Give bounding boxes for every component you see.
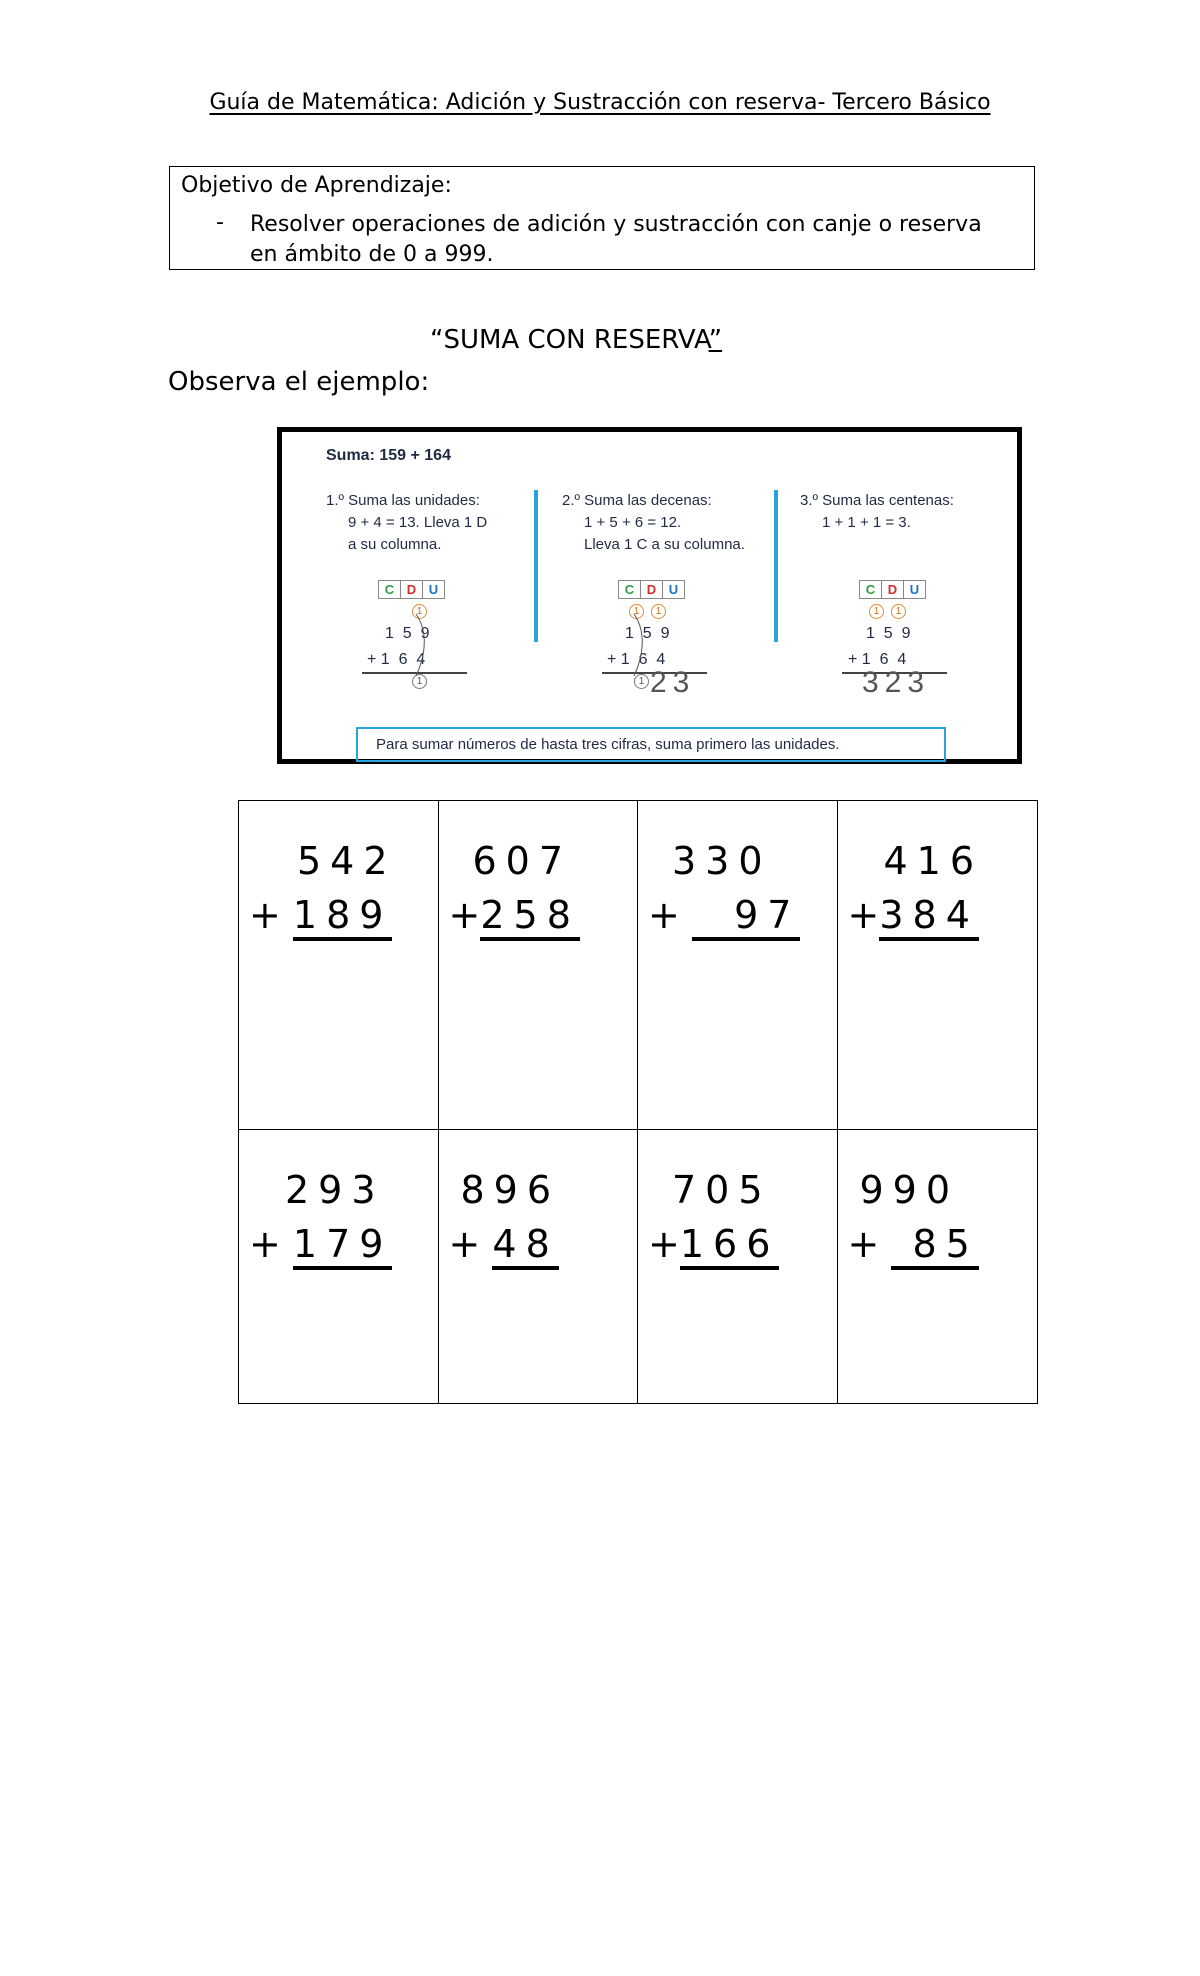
example-title: Suma: 159 + 164 xyxy=(326,447,451,464)
partial-result: 23 xyxy=(650,666,696,699)
exercise-cell[interactable] xyxy=(838,801,1038,1130)
addend-1: 1 5 9 xyxy=(625,625,670,642)
exercise-cell[interactable] xyxy=(638,801,838,1130)
rule-box: Para sumar números de hasta tres cifras, suma primero las unidades. xyxy=(356,727,946,762)
exercise-top-number: 330 xyxy=(672,839,772,883)
step-2-line3: Lleva 1 C a su columna. xyxy=(584,536,745,553)
carry-circle: 1 xyxy=(891,604,906,619)
exercise-bottom-line: +258 xyxy=(449,893,580,939)
exercise-grid xyxy=(238,800,1038,1404)
exercise-cell[interactable] xyxy=(439,1130,639,1403)
exercise-top-number: 705 xyxy=(672,1168,772,1212)
exercise-cell[interactable] xyxy=(838,1130,1038,1403)
addend-1: 1 5 9 xyxy=(385,625,430,642)
step-1-line1: 1.º Suma las unidades: xyxy=(326,492,480,509)
cdu-header: C D U xyxy=(378,580,444,599)
step-divider xyxy=(774,490,778,642)
carry-circle: 1 xyxy=(651,604,666,619)
carry-arrow-icon xyxy=(410,610,430,680)
addend-1: 1 5 9 xyxy=(866,625,911,642)
cdu-header: C D U xyxy=(859,580,925,599)
exercise-top-number: 542 xyxy=(297,839,397,883)
exercise-cell[interactable] xyxy=(439,801,639,1130)
addend-2: + 1 6 4 xyxy=(848,651,907,668)
exercise-top-number: 607 xyxy=(472,839,573,883)
carry-circle: 1 xyxy=(412,674,427,689)
step-divider xyxy=(534,490,538,642)
exercise-bottom-line: + 189 xyxy=(249,893,392,939)
document-title: Guía de Matemática: Adición y Sustracción con reserva- Tercero Básico xyxy=(209,90,991,115)
exercise-cell[interactable] xyxy=(239,801,439,1130)
carry-circle: 1 xyxy=(634,674,649,689)
section-title: “SUMA CON RESERVA” xyxy=(430,325,723,355)
instruction-text: Observa el ejemplo: xyxy=(168,367,430,397)
exercise-cell[interactable] xyxy=(239,1130,439,1403)
objective-box xyxy=(169,166,1035,270)
objective-heading: Objetivo de Aprendizaje: xyxy=(181,173,452,198)
carry-circle: 1 xyxy=(629,604,644,619)
carry-circle: 1 xyxy=(869,604,884,619)
cdu-header: C D U xyxy=(618,580,684,599)
step-2-line2: 1 + 5 + 6 = 12. xyxy=(584,514,682,531)
carry-arrow-icon xyxy=(628,610,648,680)
exercise-bottom-line: + 179 xyxy=(249,1222,392,1268)
example-figure xyxy=(277,427,1022,764)
carry-circle: 1 xyxy=(412,604,427,619)
exercise-bottom-line: + 97 xyxy=(648,893,800,939)
step-2-line1: 2.º Suma las decenas: xyxy=(562,492,712,509)
exercise-bottom-line: + 48 xyxy=(449,1222,559,1268)
step-3-line1: 3.º Suma las centenas: xyxy=(800,492,954,509)
exercise-bottom-line: + 85 xyxy=(848,1222,979,1268)
exercise-top-number: 990 xyxy=(859,1168,960,1212)
exercise-top-number: 293 xyxy=(285,1168,385,1212)
final-result: 323 xyxy=(862,666,931,699)
step-3-line2: 1 + 1 + 1 = 3. xyxy=(822,514,911,531)
addend-2: + 1 6 4 xyxy=(367,651,426,668)
step-1-line3: a su columna. xyxy=(348,536,442,553)
exercise-top-number: 896 xyxy=(460,1168,561,1212)
objective-text: Resolver operaciones de adición y sustracción con canje o reserva en ámbito de 0 a 999. xyxy=(250,212,982,267)
step-1-line2: 9 + 4 = 13. Lleva 1 D xyxy=(348,514,488,531)
addend-2: + 1 6 4 xyxy=(607,651,666,668)
objective-bullet: - xyxy=(216,210,224,235)
exercise-bottom-line: +166 xyxy=(648,1222,779,1268)
exercise-cell[interactable] xyxy=(638,1130,838,1403)
step-1 xyxy=(326,490,487,556)
step-3 xyxy=(800,490,954,534)
exercise-top-number: 416 xyxy=(883,839,984,883)
exercise-bottom-line: +384 xyxy=(848,893,979,939)
step-2 xyxy=(562,490,745,556)
